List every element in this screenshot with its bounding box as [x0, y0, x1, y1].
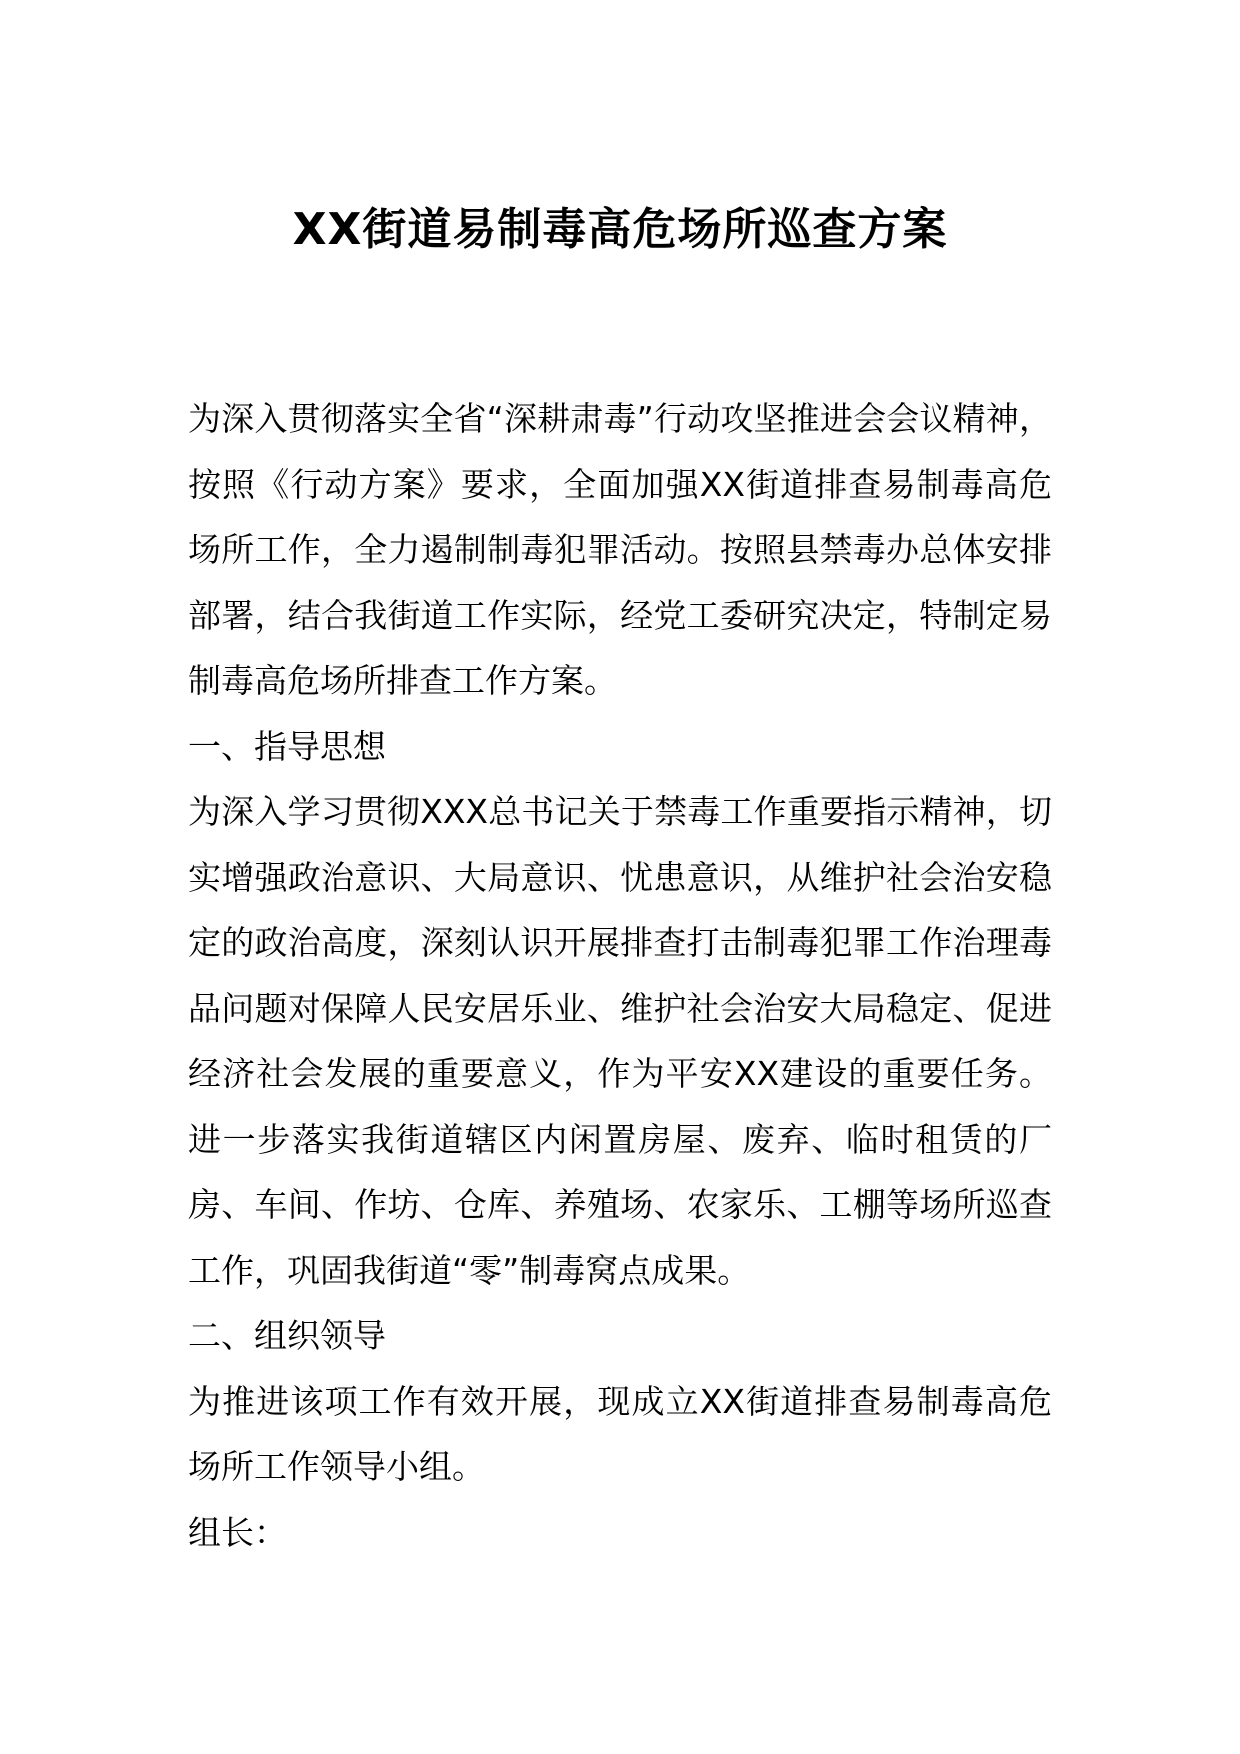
- intro-paragraph: 为深入贯彻落实全省“深耕肃毒”行动攻坚推进会会议精神，按照《行动方案》要求，全面加强XX街道排查易制毒高危场所工作，全力遏制制毒犯罪活动。按照县禁毒办总体安排部署，结合我街道工作实际，经党工委研究决定，特制定易制毒高危场所排查工作方案。: [188, 399, 1052, 700]
- organization-paragraph: 为推进该项工作有效开展，现成立XX街道排查易制毒高危场所工作领导小组。: [188, 1381, 1052, 1486]
- document-title: XX街道易制毒高危场所巡查方案: [292, 204, 948, 255]
- team-leader-label: 组长：: [188, 1512, 287, 1552]
- document-body: [188, 386, 1052, 1565]
- guiding-ideology-paragraph: 为深入学习贯彻XXX总书记关于禁毒工作重要指示精神，切实增强政治意识、大局意识、忧患意识，从维护社会治安稳定的政治高度，深刻认识开展排查打击制毒犯罪工作治理毒品问题对保障人民安居乐业、维护社会治安大局稳定、促进经济社会发展的重要意义，作为平安XX建设的重要任务。进一步落实我街道辖区内闲置房屋、废弃、临时租赁的厂房、车间、作坊、仓库、养殖场、农家乐、工棚等场所巡查工作，巩固我街道“零”制毒窝点成果。: [188, 792, 1052, 1290]
- section-heading-guiding-ideology: 一、指导思想: [188, 726, 386, 766]
- section-heading-organization: 二、组织领导: [188, 1316, 386, 1355]
